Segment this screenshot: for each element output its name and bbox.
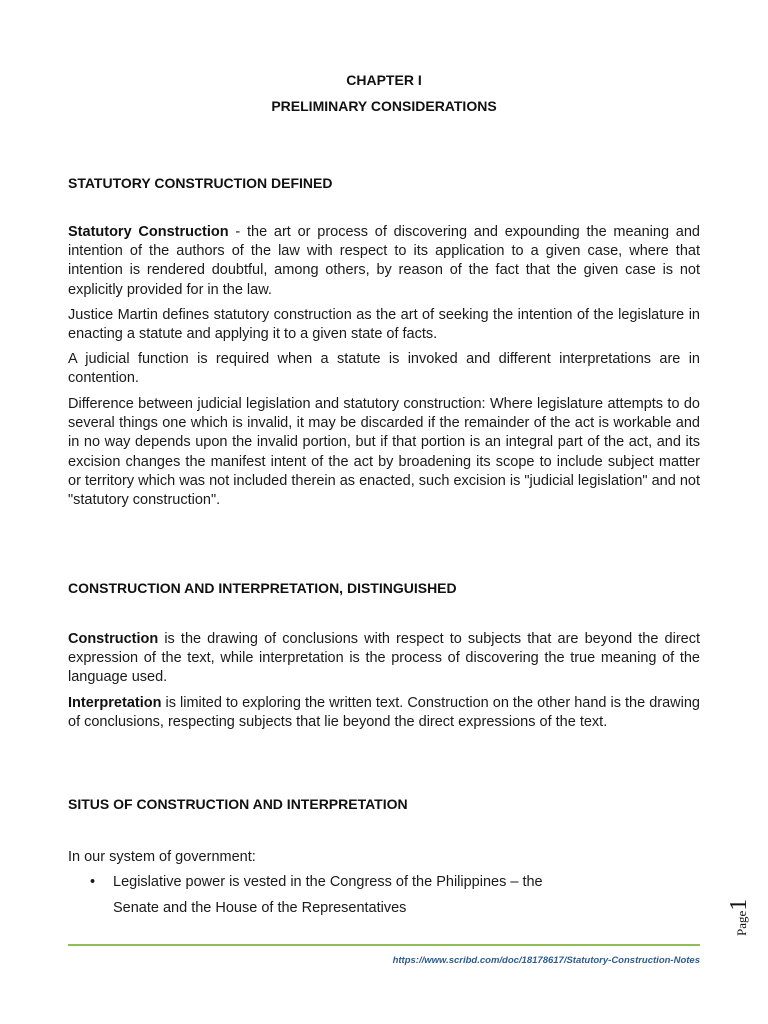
term-interpretation: Interpretation [68, 695, 162, 711]
paragraph-construction [68, 630, 700, 688]
paragraph-statutory-construction [68, 223, 700, 300]
chapter-subtitle: PRELIMINARY CONSIDERATIONS [271, 98, 497, 114]
page-word: Page [734, 910, 749, 936]
bullet-list [68, 869, 688, 921]
chapter-title: CHAPTER I [346, 72, 422, 88]
term-statutory-construction: Statutory Construction [68, 224, 229, 240]
page-number [726, 899, 753, 936]
footer-divider [68, 944, 700, 946]
construction-text: is the drawing of conclusions with respect to subjects that are beyond the direct expression of the text, while interpretation is the process of discovering the true meaning of the language used. [68, 631, 700, 686]
paragraph-judicial-function: A judicial function is required when a statute is invoked and different interpretations are in contention. [68, 351, 700, 387]
list-item-line: Legislative power is vested in the Congress of the Philippines – the [113, 874, 543, 890]
list-item [68, 869, 688, 921]
page-number-value: 1 [726, 898, 752, 911]
section-heading-distinguished: CONSTRUCTION AND INTERPRETATION, DISTINGUISHED [68, 580, 457, 596]
term-construction: Construction [68, 631, 159, 647]
paragraph-justice-martin: Justice Martin defines statutory construction as the art of seeking the intention of the legislature in enacting a statute and applying it to a given state of facts. [68, 307, 700, 343]
list-item-line: Senate and the House of the Representatives [113, 900, 407, 916]
interpretation-text: is limited to exploring the written text. Construction on the other hand is the drawing of conclusions, respecting subjects that lie beyond the direct expressions of the text. [68, 695, 700, 731]
paragraph-interpretation [68, 694, 700, 732]
definition-text: - the art or process of discovering and expounding the meaning and intention of the authors of the law with respect to its application to a given case, where that intention is rendered doubtful, among others, by reason of the fact that the given case is not explicitly provided for in the law. [68, 224, 700, 298]
bullet-icon: • [90, 874, 96, 890]
footer-url-link[interactable]: https://www.scribd.com/doc/18178617/Statutory-Construction-Notes [392, 955, 700, 966]
section-heading-defined: STATUTORY CONSTRUCTION DEFINED [68, 175, 333, 191]
section-heading-situs: SITUS OF CONSTRUCTION AND INTERPRETATION [68, 796, 408, 812]
paragraph-judicial-legislation: Difference between judicial legislation and statutory construction: Where legislature attempts to do several things one which is invalid, it may be discarded if the remainder of the act is workable and in no way depends upon the invalid portion, but if that portion is an integral part of the act, and its excision changes the manifest intent of the act by broadening its scope to include subject matter or territory which was not included therein as enacted, such excision is "judicial legislation" and not "statutory construction". [68, 396, 700, 509]
paragraph-system-of-government: In our system of government: [68, 849, 256, 865]
